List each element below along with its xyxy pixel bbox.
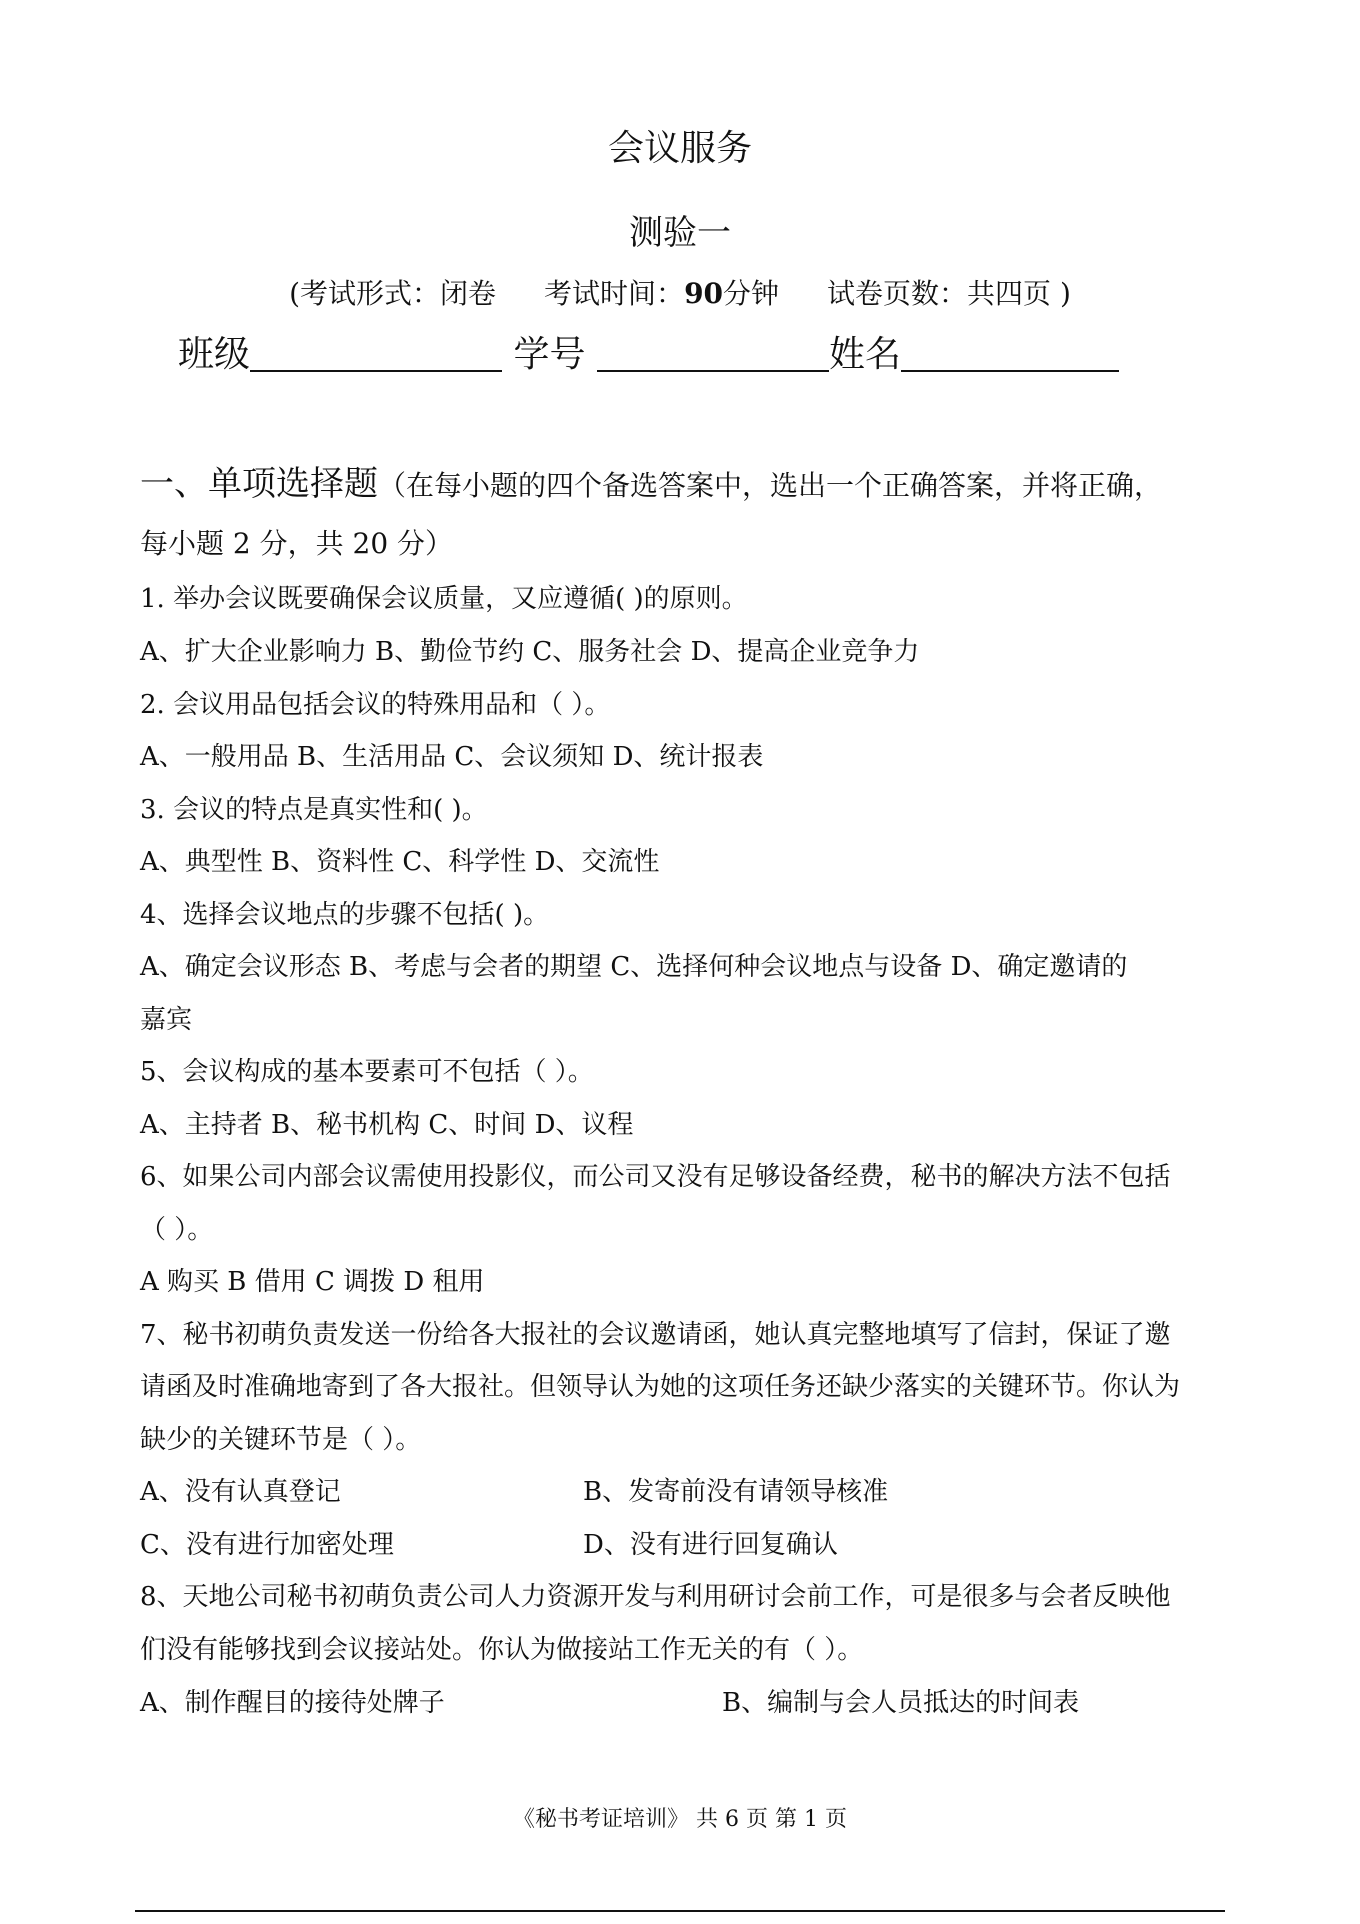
option-line: A、没有认真登记 <box>140 1477 341 1507</box>
option-line: A、典型性 B、资料性 C、科学性 D、交流性 <box>140 847 660 877</box>
option-line: A、扩大企业影响力 B、勤俭节约 C、服务社会 D、提高企业竞争力 <box>140 637 920 667</box>
exam-form: (考试形式：闭卷 <box>289 277 497 310</box>
option-line: A、制作醒目的接待处牌子 <box>140 1688 445 1718</box>
option-line: B、编制与会人员抵达的时间表 <box>722 1688 1080 1718</box>
option-line: A 购买 B 借用 C 调拨 D 租用 <box>140 1267 485 1297</box>
exam-info <box>0 272 1360 312</box>
exam-time-value: 90 <box>684 277 724 310</box>
question-line: 6、如果公司内部会议需使用投影仪，而公司又没有足够设备经费，秘书的解决方法不包括 <box>140 1162 1171 1192</box>
question-line: 8、天地公司秘书初萌负责公司人力资源开发与利用研讨会前工作，可是很多与会者反映他 <box>140 1582 1171 1612</box>
page-title: 会议服务 <box>607 128 752 169</box>
question-line: 4、选择会议地点的步骤不包括( )。 <box>140 900 550 930</box>
student-fields <box>178 326 1119 377</box>
question-line: 缺少的关键环节是（ ）。 <box>140 1425 422 1455</box>
name-blank[interactable] <box>901 334 1119 372</box>
question-line: 1. 举办会议既要确保会议质量，又应遵循( )的原则。 <box>140 584 748 614</box>
question-line: 们没有能够找到会议接站处。你认为做接站工作无关的有（ ）。 <box>140 1635 864 1665</box>
section-note: （在每小题的四个备选答案中，选出一个正确答案，并将正确， <box>378 469 1163 502</box>
question-line: 5、会议构成的基本要素可不包括（ ）。 <box>140 1057 594 1087</box>
section-note-2: 每小题 2 分，共 20 分） <box>140 527 454 560</box>
exam-time-label: 考试时间： <box>544 277 685 310</box>
question-line: 3. 会议的特点是真实性和( )。 <box>140 795 488 825</box>
page-footer: 《秘书考证培训》 共 6 页 第 1 页 <box>513 1807 847 1832</box>
question-line: 2. 会议用品包括会议的特殊用品和（ ）。 <box>140 690 611 720</box>
class-blank[interactable] <box>250 334 502 372</box>
option-line: A、主持者 B、秘书机构 C、时间 D、议程 <box>140 1110 634 1140</box>
question-line: 请函及时准确地寄到了各大报社。但领导认为她的这项任务还缺少落实的关键环节。你认为 <box>140 1372 1181 1402</box>
option-line: B、发寄前没有请领导核准 <box>583 1477 889 1507</box>
bottom-divider <box>135 1910 1225 1912</box>
name-label: 姓名 <box>828 334 901 375</box>
section-title: 一、单项选择题 <box>140 464 378 504</box>
page-subtitle: 测验一 <box>629 213 731 253</box>
option-line: A、确定会议形态 B、考虑与会者的期望 C、选择何种会议地点与设备 D、确定邀请的 <box>140 952 1128 982</box>
id-label: 学号 <box>513 334 586 375</box>
option-line: D、没有进行回复确认 <box>583 1530 838 1560</box>
section-heading <box>140 456 1162 505</box>
id-blank[interactable] <box>597 334 829 372</box>
question-line: （ ）。 <box>140 1215 214 1245</box>
option-line: A、一般用品 B、生活用品 C、会议须知 D、统计报表 <box>140 742 764 772</box>
option-line: C、没有进行加密处理 <box>140 1530 394 1560</box>
question-line: 7、秘书初萌负责发送一份给各大报社的会议邀请函，她认真完整地填写了信封，保证了邀 <box>140 1320 1171 1350</box>
option-line: 嘉宾 <box>140 1005 193 1035</box>
page-count: 试卷页数：共四页 ) <box>827 277 1071 310</box>
exam-time-unit: 分钟 <box>723 277 780 310</box>
class-label: 班级 <box>178 334 251 375</box>
